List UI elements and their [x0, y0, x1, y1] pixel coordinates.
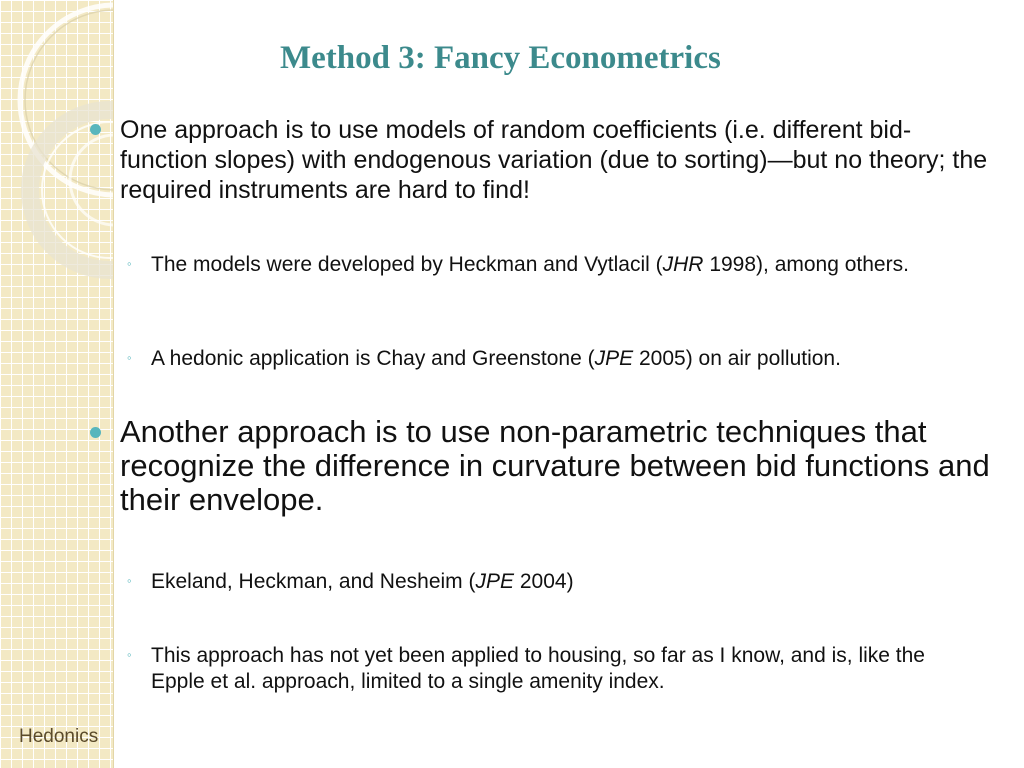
- bullet-dot-icon: [90, 124, 101, 135]
- sub-bullet-text: 2005) on air pollution.: [633, 347, 841, 370]
- sub-bullet-text: A hedonic application is Chay and Greenstone (: [151, 347, 595, 370]
- bullet-1-text: One approach is to use models of random coefficients (i.e. different bid-function slopes) with endogenous variation (due to sorting)—but no theory; the required instruments are hard to find!: [120, 116, 988, 204]
- bullet-2-text: Another approach is to use non-parametric techniques that recognize the difference in curvature between bid functions and their envelope.: [120, 414, 990, 517]
- sub-bullet-text: 2004): [514, 570, 574, 593]
- decorative-arcs: [0, 0, 113, 768]
- footer-label: Hedonics: [19, 726, 99, 747]
- bullet-dot-icon: [90, 427, 101, 438]
- sub-bullet-2-1: [151, 569, 971, 595]
- decorative-sidebar: [0, 0, 114, 768]
- slide-title: Method 3: Fancy Econometrics: [280, 40, 721, 76]
- sub-bullet-1-1: [151, 252, 961, 278]
- sub-bullet-text: 1998), among others.: [703, 253, 909, 276]
- sub-bullet-1-2: [151, 346, 981, 372]
- circle-bullet-icon: ◦: [127, 647, 132, 662]
- circle-bullet-icon: ◦: [127, 350, 132, 365]
- journal-abbrev: JPE: [594, 347, 634, 370]
- sub-bullet-2-2: This approach has not yet been applied to housing, so far as I know, and is, like the Epple et al. approach, limited to a single amenity index.: [151, 644, 925, 693]
- journal-abbrev: JHR: [662, 253, 704, 276]
- journal-abbrev: JPE: [475, 570, 515, 593]
- sub-bullet-text: Ekeland, Heckman, and Nesheim (: [151, 570, 476, 593]
- sub-bullet-text: The models were developed by Heckman and Vytlacil (: [151, 253, 663, 276]
- circle-bullet-icon: ◦: [127, 573, 132, 588]
- circle-bullet-icon: ◦: [127, 256, 132, 271]
